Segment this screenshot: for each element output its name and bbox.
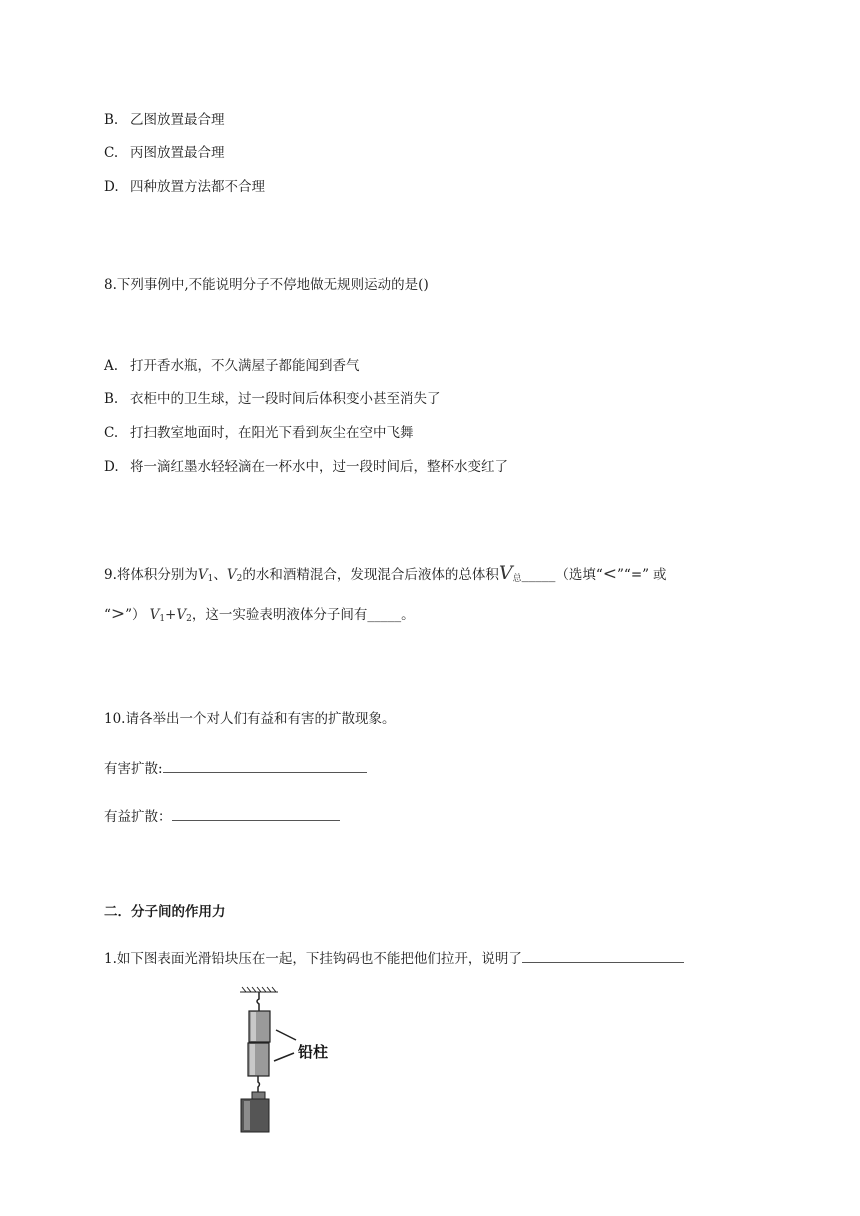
harmful-answer-blank[interactable] — [163, 758, 367, 773]
quote-close: ” — [617, 567, 624, 583]
beneficial-answer-blank[interactable] — [172, 806, 340, 821]
option-text: 丙图放置最合理 — [130, 145, 225, 161]
quote-open: “ — [104, 607, 111, 623]
q7-option-c — [104, 143, 225, 163]
option-letter: C. — [104, 145, 119, 161]
option-text: 将一滴红墨水轻轻滴在一杯水中，过一段时间后，整杯水变红了 — [130, 459, 508, 475]
option-letter: C. — [104, 425, 119, 441]
weight-top — [252, 1092, 265, 1099]
pointer-line-lower — [274, 1053, 294, 1061]
bottom-hook — [258, 1076, 260, 1092]
q10-stem: 10.请各举出一个对人们有益和有害的扩散现象。 — [104, 711, 396, 727]
q8-option-c — [104, 423, 414, 443]
beneficial-label: 有益扩散： — [104, 809, 172, 825]
less-than-symbol: < — [602, 564, 618, 584]
greater-than-symbol: > — [110, 604, 126, 624]
option-letter: D. — [104, 459, 119, 475]
math-v1: V1 — [197, 567, 214, 584]
top-hook — [257, 992, 259, 1011]
s2-q1 — [104, 948, 684, 969]
section-heading: 二．分子间的作用力 — [104, 904, 226, 920]
lead-cylinder-figure — [230, 985, 360, 1135]
option-letter: A. — [104, 358, 119, 374]
q9-mid: 的水和酒精混合，发现混合后液体的总体积 — [242, 567, 499, 583]
s2-q1-stem: 1.如下图表面光滑铅块压在一起，下挂钩码也不能把他们拉开，说明了 — [104, 951, 522, 967]
option-text: 衣柜中的卫生球，过一段时间后体积变小甚至消失了 — [130, 391, 441, 407]
q9-prefix: 9.将体积分别为 — [104, 567, 198, 583]
pointer-line-upper — [276, 1030, 296, 1040]
option-text: 打扫教室地面时，在阳光下看到灰尘在空中飞舞 — [130, 425, 414, 441]
math-v1-plus-v2: V1+V2 — [149, 607, 192, 624]
q8-stem: 8.下列事例中,不能说明分子不停地做无规则运动的是() — [104, 277, 429, 293]
q9-tail: ，这一实验表明液体分子间有 — [191, 607, 368, 623]
q9-end: 。 — [401, 607, 415, 623]
option-letter: B. — [104, 112, 119, 128]
q8-option-b — [104, 389, 441, 409]
q9-sep: 、 — [213, 567, 227, 583]
equals-option: “=” — [623, 567, 650, 583]
harmful-label: 有害扩散: — [104, 761, 163, 777]
q9-line-2 — [104, 604, 415, 629]
q8-option-d — [104, 457, 508, 477]
q10-harmful — [104, 758, 367, 779]
q9-blank-1: _____ — [521, 567, 556, 583]
q7-option-d — [104, 177, 265, 197]
option-letter: B. — [104, 391, 119, 407]
figure-label: 铅柱 — [298, 1043, 329, 1061]
math-vtotal: V总 — [498, 562, 522, 584]
option-letter: D. — [104, 179, 119, 195]
q10-beneficial — [104, 806, 340, 827]
q9-choice-open: （选填“ — [555, 567, 603, 583]
q9-line-1 — [104, 563, 667, 589]
q9-or: 或 — [653, 567, 667, 583]
math-v2: V2 — [226, 567, 243, 584]
q8-option-a — [104, 356, 360, 376]
q7-option-b — [104, 110, 225, 130]
q9-choice-close: ”） — [125, 607, 146, 623]
option-text: 乙图放置最合理 — [130, 112, 225, 128]
ceiling-hatch — [240, 987, 278, 992]
s2-q1-answer-blank[interactable] — [522, 948, 684, 963]
q9-blank-2: _____ — [367, 607, 402, 623]
option-text: 四种放置方法都不合理 — [130, 179, 265, 195]
option-text: 打开香水瓶，不久满屋子都能闻到香气 — [130, 358, 360, 374]
